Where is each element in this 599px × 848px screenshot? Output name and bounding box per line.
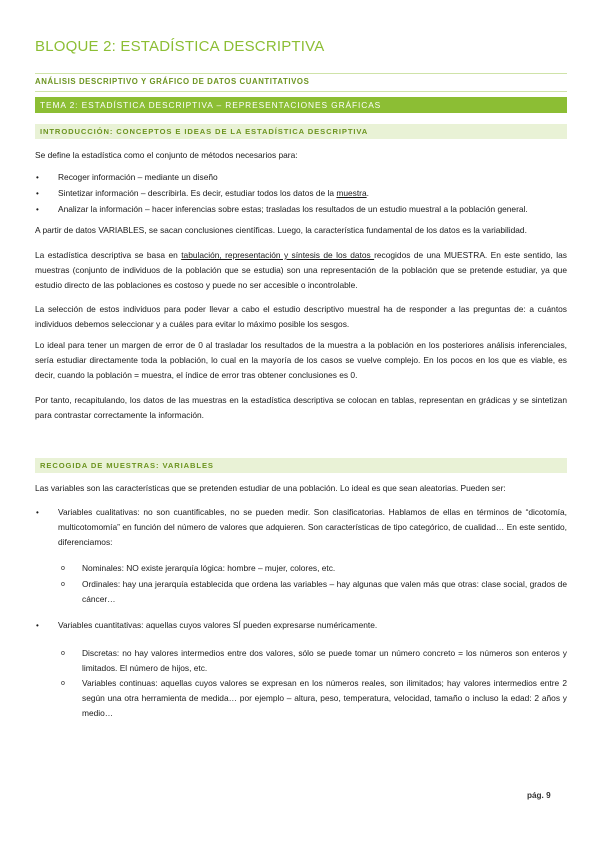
list-item: Analizar la información – hacer inferencias sobre estas; trasladas los resultados de un estudio muestral a la población general. (58, 204, 528, 214)
sub-bullet-marker: o (61, 680, 65, 687)
bullet-marker: • (36, 205, 39, 214)
section-heading-bar (35, 124, 567, 139)
paragraph: Por tanto, recapitulando, los datos de las muestras en la estadística descriptiva se colocan en tablas, representan en grádicas y se sintetizan para contrastar correctamente la información. (35, 395, 567, 420)
paragraph: Lo ideal para tener un margen de error de 0 al trasladar los resultados de la muestra a la población en los posteriores análisis inferenciales, sería estudiar directamente toda la población, lo cual en la mayoría de los casos se vuelve complejo. En los pocos en los que es viable, es decir, cuando la población = muestra, el índice de error tras obtener conclusiones es 0. (35, 340, 567, 380)
section-heading-intro: INTRODUCCIÓN: CONCEPTOS E IDEAS DE LA ESTADÍSTICA DESCRIPTIVA (40, 127, 369, 136)
paragraph-definition: Se define la estadística como el conjunto de métodos necesarios para: (35, 150, 298, 160)
page-number: pág. 9 (527, 791, 551, 800)
tema-heading: TEMA 2: ESTADÍSTICA DESCRIPTIVA – REPRESENTACIONES GRÁFICAS (40, 100, 382, 110)
section-heading-variables: RECOGIDA DE MUESTRAS: VARIABLES (40, 461, 214, 470)
section-subtitle: ANÁLISIS DESCRIPTIVO Y GRÁFICO DE DATOS CUANTITATIVOS (35, 77, 310, 86)
list-item: Recoger información – mediante un diseño (58, 172, 218, 182)
tema-heading-bar (35, 97, 567, 113)
list-item: Sintetizar información – describirla. Es decir, estudiar todos los datos de la muestra. (58, 188, 369, 198)
bullet-marker: • (36, 508, 39, 517)
sub-bullet-marker: o (61, 650, 65, 657)
sub-list-item: Ordinales: hay una jerarquía establecida que ordena las variables – hay algunas que valen más que otras: clase social, grados de cáncer… (82, 579, 567, 604)
sub-list-item: Nominales: NO existe jerarquía lógica: hombre – mujer, colores, etc. (82, 563, 336, 573)
section-heading-bar (35, 458, 567, 473)
paragraph: Las variables son las características que se pretenden estudiar de una población. Lo ideal es que sean aleatorias. Pueden ser: (35, 483, 506, 493)
list-item: Variables cuantitativas: aquellas cuyos valores SÍ pueden expresarse numéricamente. (58, 620, 378, 630)
underlined-term: muestra (336, 188, 367, 198)
bullet-marker: • (36, 189, 39, 198)
paragraph: A partir de datos VARIABLES, se sacan conclusiones científicas. Luego, la característica fundamental de los datos es la variabilidad. (35, 225, 527, 235)
paragraph: La selección de estos individuos para poder llevar a cabo el estudio descriptivo muestral ha de responder a las preguntas de: a cuántos individuos debemos seleccionar y a cuáles para evitar lo máximo posible los sesgos. (35, 304, 567, 329)
divider (35, 73, 567, 74)
sub-list-item: Discretas: no hay valores intermedios entre dos valores, sólo se puede tomar un número concreto = los números son enteros y limitados. El número de hijos, etc. (82, 648, 567, 673)
paragraph: La estadística descriptiva se basa en tabulación, representación y síntesis de los datos recogidos de una MUESTRA. En este sentido, las muestras (conjunto de individuos de la población que se estudia) son una representación de la población que se pretende estudiar, ya que estudio directo de las poblaciones es costoso y puede no ser accesible o incontrolable. (35, 250, 567, 290)
block-title: BLOQUE 2: ESTADÍSTICA DESCRIPTIVA (35, 38, 325, 55)
list-item: Variables cualitativas: no son cuantificables, no se pueden medir. Son clasificatorias. Hablamos de ellas en términos de “dicotomía, multicotomomía” en función del número de valores que adquieren. Son características de tipo categórico, de cualidad… En este sentido, diferenciamos: (58, 507, 567, 547)
sub-list-item: Variables continuas: aquellas cuyos valores se expresan en los números reales, son ilimitados; hay valores intermedios entre 2 según una otra herramienta de medida… por ejemplo – altura, peso, temperatura, velocidad, tamaño o incluso la edad: 2 años y medio… (82, 678, 567, 718)
bullet-marker: • (36, 173, 39, 182)
sub-bullet-marker: o (61, 581, 65, 588)
sub-bullet-marker: o (61, 565, 65, 572)
divider (35, 91, 567, 92)
bullet-marker: • (36, 621, 39, 630)
underlined-phrase: tabulación, representación y síntesis de los datos (181, 250, 375, 260)
